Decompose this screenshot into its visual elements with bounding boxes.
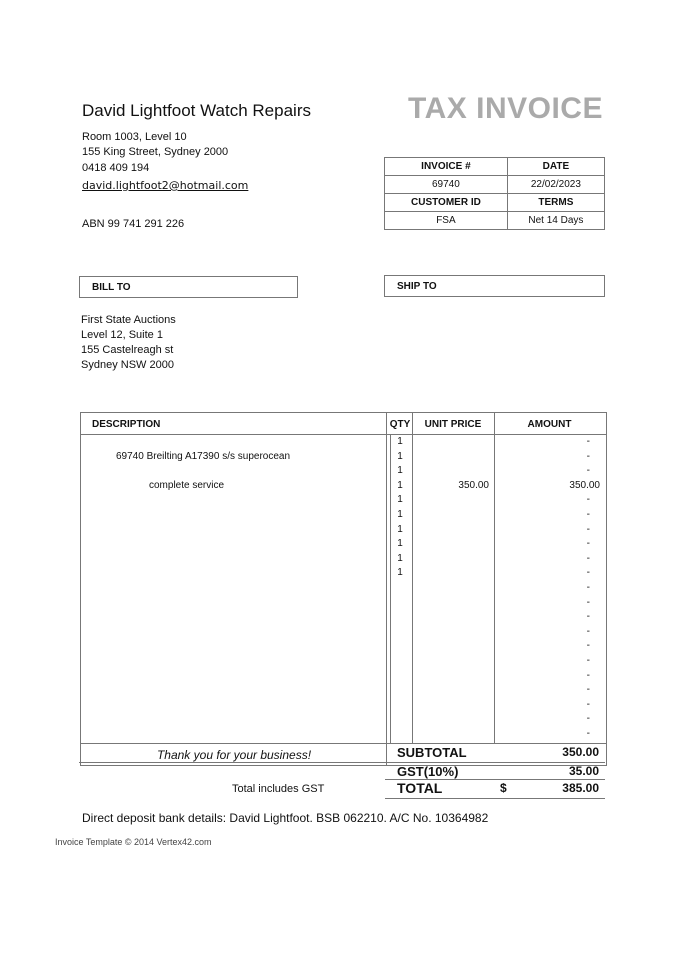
- date-label: DATE: [507, 158, 604, 176]
- invoice-number: 69740: [385, 176, 508, 194]
- terms: Net 14 Days: [507, 212, 604, 230]
- table-row: [81, 626, 606, 641]
- amount-cell: -: [586, 567, 590, 579]
- amount-cell: -: [586, 538, 590, 550]
- subtotal-value: 350.00: [562, 745, 599, 759]
- abn: ABN 99 741 291 226: [82, 218, 185, 230]
- qty-cell: 1: [397, 538, 403, 550]
- customer-id-label: CUSTOMER ID: [385, 194, 508, 212]
- total-row: [385, 779, 605, 799]
- qty-cell: 1: [397, 552, 403, 564]
- ship-to-label: SHIP TO: [397, 281, 437, 292]
- bank-details: Direct deposit bank details: David Lightfoot. BSB 062210. A/C No. 10364982: [82, 811, 489, 825]
- qty-cell: 1: [397, 479, 403, 491]
- amount-cell: -: [586, 669, 590, 681]
- thank-you-note: Thank you for your business!: [156, 748, 312, 762]
- table-row: [81, 465, 606, 480]
- invoice-number-label: INVOICE #: [385, 158, 508, 176]
- table-row: [81, 684, 606, 699]
- line-items-header: [81, 413, 606, 435]
- bill-to-line: Level 12, Suite 1: [81, 329, 163, 341]
- bill-to-label: BILL TO: [92, 282, 131, 293]
- gst-row: [385, 762, 605, 780]
- amount-cell: -: [586, 611, 590, 623]
- amount-cell: -: [586, 509, 590, 520]
- amount-cell: 350.00: [569, 479, 600, 491]
- amount-cell: -: [586, 465, 590, 477]
- currency-symbol: $: [500, 781, 507, 795]
- invoice-meta-table: [384, 157, 605, 230]
- qty-header: QTY: [389, 419, 411, 430]
- amount-cell: -: [586, 582, 590, 593]
- qty-cell: 1: [397, 436, 403, 447]
- table-row: [81, 480, 606, 495]
- table-row: [81, 567, 606, 582]
- qty-cell: 1: [397, 567, 403, 579]
- description-cell: complete service: [149, 479, 225, 491]
- description-header: DESCRIPTION: [92, 419, 161, 430]
- company-address: [82, 130, 248, 193]
- table-row: [81, 670, 606, 685]
- address-line2: 155 King Street, Sydney 2000: [82, 146, 229, 158]
- divider-line: [79, 762, 385, 763]
- amount-cell: -: [586, 552, 590, 564]
- table-row: [81, 611, 606, 626]
- table-row: [81, 451, 606, 466]
- table-row: [81, 597, 606, 612]
- table-row: [81, 538, 606, 553]
- amount-cell: -: [586, 523, 590, 535]
- gst-label: GST(10%): [397, 764, 459, 779]
- phone: 0418 409 194: [82, 162, 150, 174]
- company-name: David Lightfoot Watch Repairs: [82, 101, 311, 120]
- email-link[interactable]: david.lightfoot2@hotmail.com: [82, 179, 249, 192]
- unit-price-cell: 350.00: [458, 479, 489, 491]
- address-line1: Room 1003, Level 10: [82, 131, 187, 143]
- bill-to-address: [81, 313, 176, 373]
- template-credit: Invoice Template © 2014 Vertex42.com: [55, 837, 212, 847]
- qty-cell: 1: [397, 465, 403, 477]
- line-items-table: [80, 412, 607, 766]
- qty-cell: 1: [397, 450, 403, 462]
- total-value: 385.00: [562, 781, 599, 795]
- gst-note: Total includes GST: [232, 783, 325, 795]
- customer-id: FSA: [385, 212, 508, 230]
- amount-cell: -: [586, 596, 590, 608]
- amount-cell: -: [586, 655, 590, 666]
- amount-cell: -: [586, 698, 590, 710]
- amount-cell: -: [586, 625, 590, 637]
- bill-to-line: 155 Castelreagh st: [81, 344, 174, 356]
- table-row: [81, 640, 606, 655]
- table-row: [81, 524, 606, 539]
- qty-cell: 1: [397, 494, 403, 506]
- table-row: [81, 582, 606, 597]
- bill-to-line: Sydney NSW 2000: [81, 359, 174, 371]
- qty-cell: 1: [397, 509, 403, 520]
- amount-cell: -: [586, 450, 590, 462]
- table-row: [81, 713, 606, 728]
- unit-price-header: UNIT PRICE: [424, 419, 482, 430]
- qty-cell: 1: [397, 523, 403, 535]
- amount-cell: -: [586, 684, 590, 696]
- table-row: [81, 509, 606, 524]
- table-row: [81, 699, 606, 714]
- amount-cell: -: [586, 728, 590, 739]
- amount-header: AMOUNT: [527, 419, 572, 430]
- table-row: [81, 655, 606, 670]
- subtotal-label: SUBTOTAL: [397, 745, 467, 760]
- description-cell: 69740 Breilting A17390 s/s superocean: [116, 450, 291, 462]
- ship-to-header: [384, 275, 605, 297]
- table-row: [81, 494, 606, 509]
- bill-to-header: [79, 276, 298, 298]
- amount-cell: -: [586, 640, 590, 652]
- gst-value: 35.00: [568, 764, 599, 778]
- table-row: [81, 436, 606, 451]
- totals-box: [385, 744, 605, 796]
- invoice-date: 22/02/2023: [507, 176, 604, 194]
- subtotal-row: [385, 744, 605, 761]
- table-row: [81, 553, 606, 568]
- terms-label: TERMS: [507, 194, 604, 212]
- table-row: [81, 728, 606, 743]
- document-title: TAX INVOICE: [408, 92, 603, 125]
- amount-cell: -: [586, 436, 590, 447]
- bill-to-line: First State Auctions: [81, 314, 176, 326]
- amount-cell: -: [586, 494, 590, 506]
- total-label: TOTAL: [397, 780, 443, 796]
- amount-cell: -: [586, 713, 590, 725]
